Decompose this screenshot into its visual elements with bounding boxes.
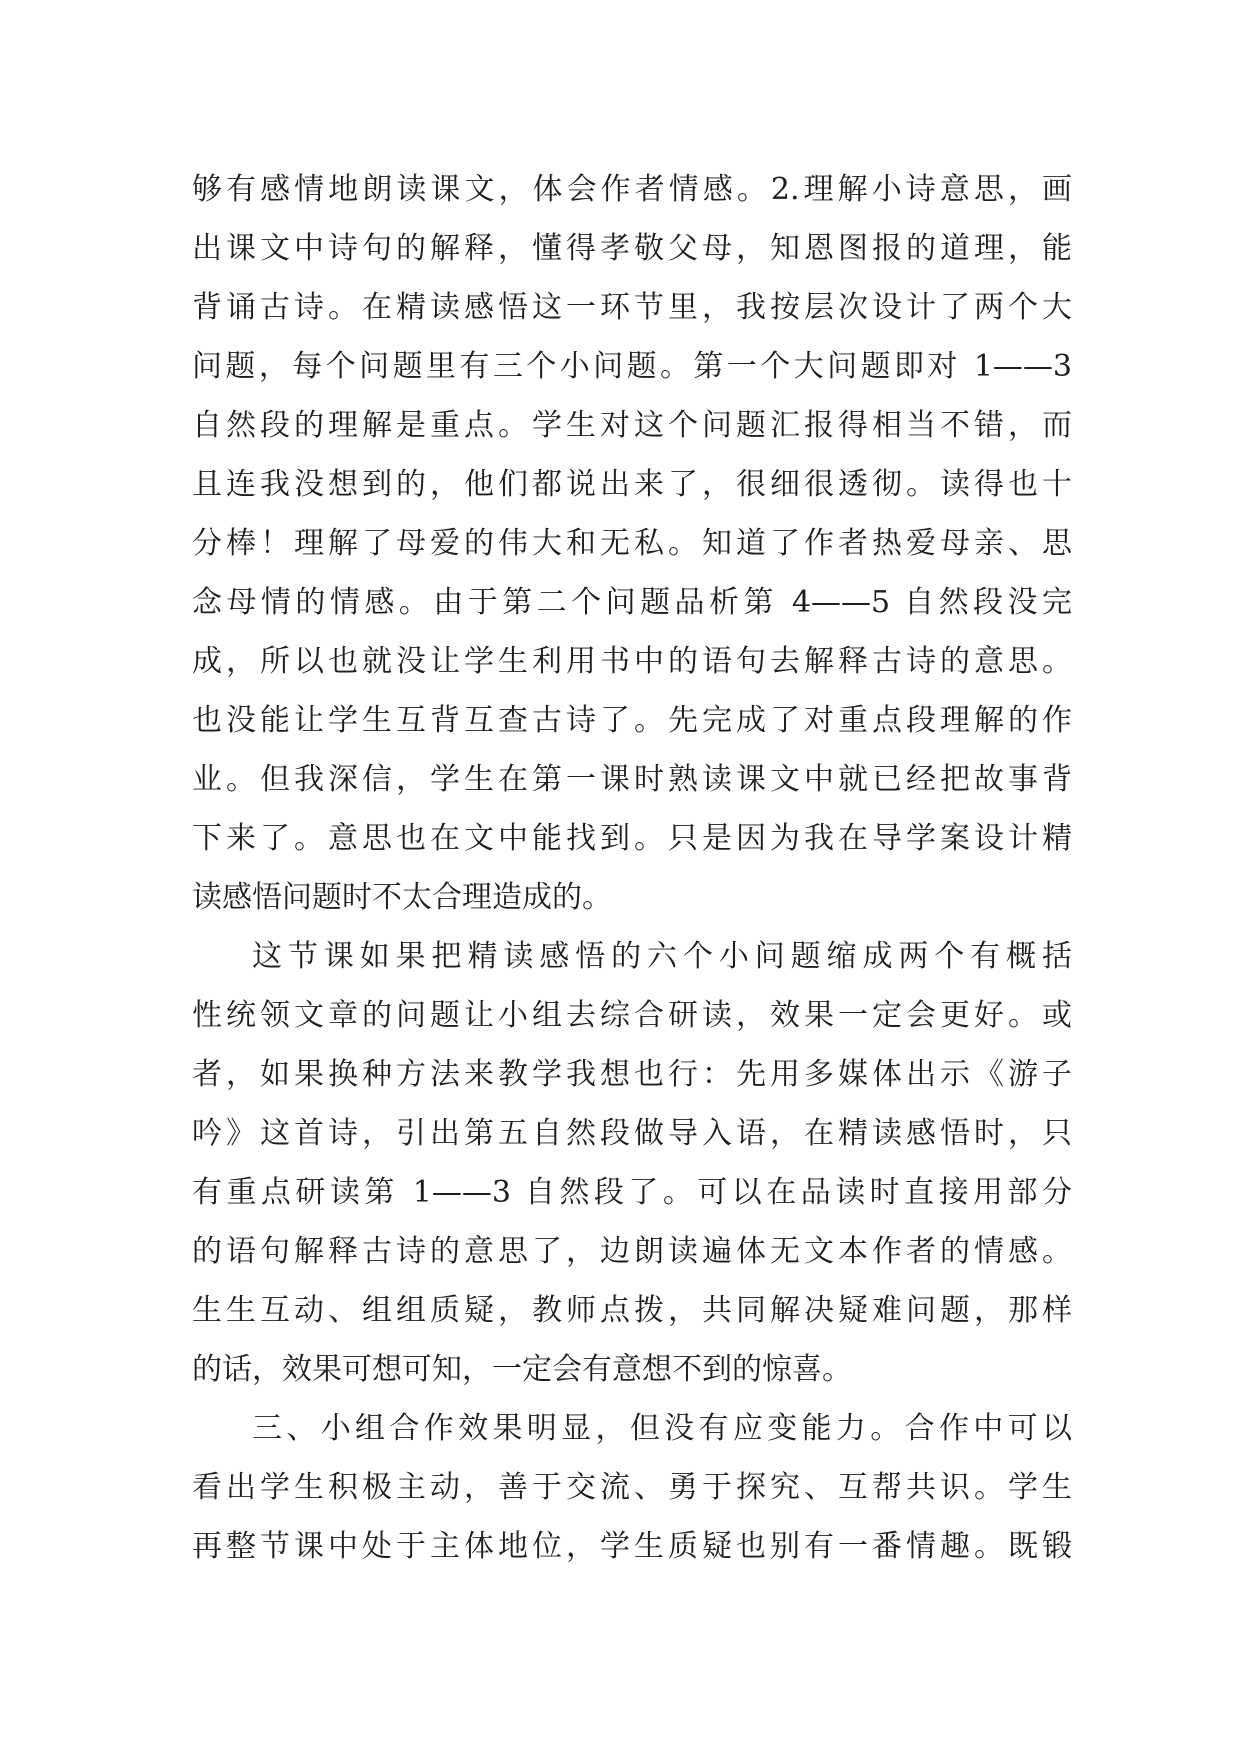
text-line: 的语句解释古诗的意思了，边朗读遍体无文本作者的情感。 bbox=[192, 1234, 1072, 1269]
text-line: 且连我没想到的，他们都说出来了，很细很透彻。读得也十 bbox=[192, 467, 1072, 502]
text-line: 背诵古诗。在精读感悟这一环节里，我按层次设计了两个大 bbox=[192, 290, 1072, 325]
text-line: 看出学生积极主动，善于交流、勇于探究、互帮共识。学生 bbox=[192, 1470, 1072, 1505]
paragraph-first-line: 这节课如果把精读感悟的六个小问题缩成两个有概括 bbox=[252, 939, 1072, 974]
text-line: 吟》这首诗，引出第五自然段做导入语，在精读感悟时，只 bbox=[192, 1116, 1072, 1151]
text-line: 下来了。意思也在文中能找到。只是因为我在导学案设计精 bbox=[192, 821, 1072, 856]
paragraph-first-line: 三、小组合作效果明显，但没有应变能力。合作中可以 bbox=[252, 1411, 1072, 1446]
text-line: 再整节课中处于主体地位，学生质疑也别有一番情趣。既锻 bbox=[192, 1529, 1072, 1564]
text-line: 问题，每个问题里有三个小问题。第一个大问题即对 1——3 bbox=[192, 349, 1072, 384]
text-line: 出课文中诗句的解释，懂得孝敬父母，知恩图报的道理，能 bbox=[192, 231, 1072, 266]
text-line: 够有感情地朗读课文，体会作者情感。2.理解小诗意思，画 bbox=[192, 172, 1072, 207]
text-line: 也没能让学生互背互查古诗了。先完成了对重点段理解的作 bbox=[192, 703, 1072, 738]
body-text bbox=[192, 160, 1072, 1576]
text-line: 者，如果换种方法来教学我想也行：先用多媒体出示《游子 bbox=[192, 1057, 1072, 1092]
text-line: 性统领文章的问题让小组去综合研读，效果一定会更好。或 bbox=[192, 998, 1072, 1033]
text-line: 生生互动、组组质疑，教师点拨，共同解决疑难问题，那样 bbox=[192, 1293, 1072, 1328]
text-line: 的话，效果可想可知，一定会有意想不到的惊喜。 bbox=[192, 1352, 852, 1387]
text-line: 成，所以也就没让学生利用书中的语句去解释古诗的意思。 bbox=[192, 644, 1072, 679]
text-line: 念母情的情感。由于第二个问题品析第 4——5 自然段没完 bbox=[192, 585, 1072, 620]
text-line: 自然段的理解是重点。学生对这个问题汇报得相当不错，而 bbox=[192, 408, 1072, 443]
text-line: 有重点研读第 1——3 自然段了。可以在品读时直接用部分 bbox=[192, 1175, 1072, 1210]
text-line: 读感悟问题时不太合理造成的。 bbox=[192, 880, 612, 915]
text-line: 业。但我深信，学生在第一课时熟读课文中就已经把故事背 bbox=[192, 762, 1072, 797]
text-line: 分棒！理解了母爱的伟大和无私。知道了作者热爱母亲、思 bbox=[192, 526, 1072, 561]
